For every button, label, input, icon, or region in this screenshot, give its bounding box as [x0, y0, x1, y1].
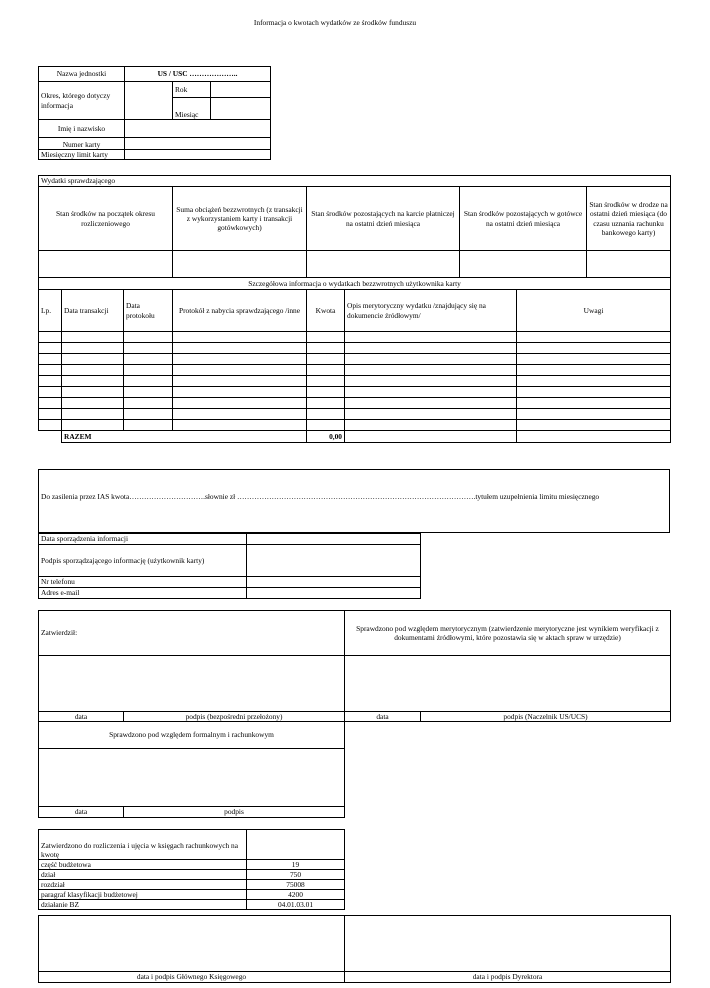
detail-cell[interactable]: [39, 387, 62, 398]
prep-table: [38, 533, 421, 599]
detail-cell[interactable]: [173, 398, 307, 409]
detail-cell[interactable]: [39, 332, 62, 343]
detail-row: [39, 387, 671, 398]
detail-cell[interactable]: [62, 409, 124, 420]
detail-cell[interactable]: [307, 354, 345, 365]
name-value[interactable]: [125, 120, 271, 138]
detail-cell[interactable]: [62, 354, 124, 365]
detail-cell[interactable]: [307, 376, 345, 387]
expenses-col3: Stan środków pozostających na karcie płatniczej na ostatni dzień miesiąca: [307, 187, 460, 251]
formal-table: [38, 721, 345, 818]
budget-row-value: 75008: [247, 880, 345, 890]
expenses-col2: Suma obciążeń bezzwrotnych (z transakcji z wykorzystaniem karty i transakcji gotówkowych): [173, 187, 307, 251]
funding-text: Do zasilenia przez IAS kwota………………………….słownie zł …………………………………………………………………………………….tytułem uzupełnienia limitu miesięcznego: [41, 492, 600, 501]
detail-row: [39, 398, 671, 409]
detail-cell[interactable]: [124, 398, 173, 409]
detail-cell[interactable]: [307, 343, 345, 354]
detail-cell[interactable]: [39, 343, 62, 354]
year-label: Rok: [173, 82, 211, 98]
detail-cell[interactable]: [62, 343, 124, 354]
detail-cell[interactable]: [173, 343, 307, 354]
expenses-value1[interactable]: [39, 251, 173, 278]
detail-cell[interactable]: [345, 420, 517, 431]
unit-label: Nazwa jednostki: [39, 67, 125, 82]
detail-title: Szczegółowa informacja o wydatkach bezzwrotnych użytkownika karty: [39, 278, 671, 290]
detail-row: [39, 409, 671, 420]
detail-cell[interactable]: [124, 376, 173, 387]
detail-header-protocol: Protokół z nabycia sprawdzającego /inne: [173, 290, 307, 332]
detail-cell[interactable]: [307, 387, 345, 398]
expenses-col5: Stan środków w drodze na ostatni dzień miesiąca (do czasu uznania rachunku bankowego karty): [587, 187, 671, 251]
detail-cell[interactable]: [517, 398, 671, 409]
detail-cell[interactable]: [345, 332, 517, 343]
detail-cell[interactable]: [124, 332, 173, 343]
detail-cell[interactable]: [173, 332, 307, 343]
detail-cell[interactable]: [517, 376, 671, 387]
detail-cell[interactable]: [39, 420, 62, 431]
total-label: RAZEM: [62, 431, 307, 443]
budget-approved-value[interactable]: [247, 830, 345, 860]
detail-cell[interactable]: [173, 354, 307, 365]
director-label: data i podpis Dyrektora: [345, 972, 671, 983]
prep-phone-value[interactable]: [247, 577, 421, 588]
period-blank[interactable]: [125, 82, 173, 120]
detail-cell[interactable]: [124, 420, 173, 431]
detail-cell[interactable]: [307, 409, 345, 420]
name-label: Imię i nazwisko: [39, 120, 125, 138]
approval-sign1: podpis (bezpośredni przełożony): [124, 712, 345, 722]
detail-cell[interactable]: [39, 354, 62, 365]
detail-cell[interactable]: [62, 365, 124, 376]
approval-table: [38, 610, 671, 722]
budget-row-value: 750: [247, 870, 345, 880]
detail-cell[interactable]: [173, 409, 307, 420]
footer-table: [38, 915, 671, 983]
budget-row-label: dział: [39, 870, 247, 880]
formal-sign: podpis: [124, 807, 345, 818]
expenses-col1: Stan środków na początek okresu rozliczeniowego: [39, 187, 173, 251]
card-value[interactable]: [125, 138, 271, 150]
budget-table: [38, 829, 345, 910]
prep-email-value[interactable]: [247, 588, 421, 599]
funding-box: [38, 469, 670, 533]
detail-cell[interactable]: [517, 354, 671, 365]
detail-cell[interactable]: [307, 420, 345, 431]
detail-header-notes: Uwagi: [517, 290, 671, 332]
prep-phone-label: Nr telefonu: [39, 577, 247, 588]
director-sign-area[interactable]: [345, 916, 671, 972]
detail-cell[interactable]: [345, 409, 517, 420]
detail-row: [39, 354, 671, 365]
formal-data: data: [39, 807, 124, 818]
budget-row-label: rozdział: [39, 880, 247, 890]
budget-row-label: paragraf klasyfikacji budżetowej: [39, 890, 247, 900]
detail-cell[interactable]: [39, 409, 62, 420]
detail-cell[interactable]: [124, 343, 173, 354]
detail-cell[interactable]: [517, 343, 671, 354]
unit-value[interactable]: US / USC ………………..: [125, 67, 271, 82]
detail-cell[interactable]: [517, 365, 671, 376]
approval-data1: data: [39, 712, 124, 722]
chief-accountant-sign-area[interactable]: [39, 916, 345, 972]
merit-label: Sprawdzono pod względem merytorycznym (zatwierdzenie merytoryczne jest wynikiem weryfikacji z dokumentami źródłowymi, które pozostawia się w aktach spraw w urzędzie): [345, 611, 671, 656]
prep-date-value[interactable]: [247, 534, 421, 545]
budget-row-value: 19: [247, 860, 345, 870]
formal-label: Sprawdzono pod względem formalnym i rachunkowym: [39, 722, 345, 749]
detail-cell[interactable]: [307, 365, 345, 376]
detail-cell[interactable]: [517, 420, 671, 431]
detail-cell[interactable]: [62, 398, 124, 409]
detail-row: [39, 332, 671, 343]
detail-cell[interactable]: [124, 409, 173, 420]
detail-row: [39, 343, 671, 354]
budget-row-label: działanie BZ: [39, 900, 247, 910]
month-label: Miesiąc: [173, 98, 211, 120]
detail-cell[interactable]: [124, 354, 173, 365]
detail-header-protodate: Data protokołu: [124, 290, 173, 332]
detail-row: [39, 420, 671, 431]
detail-cell[interactable]: [39, 365, 62, 376]
budget-row-value: 4200: [247, 890, 345, 900]
detail-cell[interactable]: [173, 420, 307, 431]
detail-cell[interactable]: [62, 387, 124, 398]
detail-table: [38, 277, 671, 443]
detail-cell[interactable]: [345, 398, 517, 409]
approved-sign-area[interactable]: [39, 656, 345, 712]
expenses-table: [38, 175, 671, 278]
total-notes: [517, 431, 671, 443]
detail-row: [39, 365, 671, 376]
total-spacer: [39, 431, 62, 443]
detail-cell[interactable]: [517, 332, 671, 343]
detail-cell[interactable]: [124, 387, 173, 398]
detail-header-date: Data transakcji: [62, 290, 124, 332]
detail-cell[interactable]: [517, 387, 671, 398]
card-label: Numer karty: [39, 138, 125, 150]
detail-cell[interactable]: [173, 376, 307, 387]
merit-sign-area[interactable]: [345, 656, 671, 712]
budget-row-value: 04.01.03.01: [247, 900, 345, 910]
total-value: 0,00: [307, 431, 345, 443]
expenses-value3[interactable]: [307, 251, 460, 278]
prep-sign-label: Podpis sporządzającego informację (użytkownik karty): [39, 545, 247, 577]
budget-row-label: część budżetowa: [39, 860, 247, 870]
detail-header-description: Opis merytoryczny wydatku /znajdujący się na dokumencie źródłowym/: [345, 290, 517, 332]
detail-cell[interactable]: [62, 420, 124, 431]
detail-cell[interactable]: [345, 387, 517, 398]
detail-cell[interactable]: [62, 332, 124, 343]
detail-header-lp: Lp.: [39, 290, 62, 332]
expenses-title: Wydatki sprawdzającego: [39, 176, 671, 187]
year-value[interactable]: [211, 82, 271, 98]
month-value[interactable]: [211, 98, 271, 120]
detail-row: [39, 376, 671, 387]
detail-cell[interactable]: [307, 332, 345, 343]
limit-value[interactable]: [125, 150, 271, 160]
detail-cell[interactable]: [124, 365, 173, 376]
detail-cell[interactable]: [62, 376, 124, 387]
prep-date-label: Data sporządzenia informacji: [39, 534, 247, 545]
expenses-col4: Stan środków pozostających w gotówce na ostatni dzień miesiąca: [460, 187, 587, 251]
approved-label: Zatwierdził:: [39, 611, 345, 656]
approval-data2: data: [345, 712, 421, 722]
expenses-value4[interactable]: [460, 251, 587, 278]
detail-cell[interactable]: [307, 398, 345, 409]
detail-cell[interactable]: [39, 376, 62, 387]
detail-cell[interactable]: [39, 398, 62, 409]
detail-header-amount: Kwota: [307, 290, 345, 332]
period-label: Okres, którego dotyczy informacja: [39, 82, 125, 120]
detail-cell[interactable]: [345, 343, 517, 354]
chief-accountant-label: data i podpis Głównego Księgowego: [39, 972, 345, 983]
formal-sign-area[interactable]: [39, 749, 345, 807]
detail-cell[interactable]: [517, 409, 671, 420]
approval-sign2: podpis (Naczelnik US/UCS): [421, 712, 671, 722]
prep-sign-value[interactable]: [247, 545, 421, 577]
prep-email-label: Adres e-mail: [39, 588, 247, 599]
expenses-value5[interactable]: [587, 251, 671, 278]
expenses-value2[interactable]: [173, 251, 307, 278]
detail-cell[interactable]: [173, 387, 307, 398]
limit-label: Miesięczny limit karty: [39, 150, 125, 160]
detail-cell[interactable]: [345, 354, 517, 365]
header-table: [38, 66, 271, 160]
total-description: [345, 431, 517, 443]
budget-approved-label: Zatwierdzono do rozliczenia i ujęcia w księgach rachunkowych na kwotę: [39, 830, 247, 860]
detail-cell[interactable]: [345, 376, 517, 387]
page-title: Informacja o kwotach wydatków ze środków funduszu: [253, 18, 417, 27]
detail-cell[interactable]: [173, 365, 307, 376]
detail-cell[interactable]: [345, 365, 517, 376]
